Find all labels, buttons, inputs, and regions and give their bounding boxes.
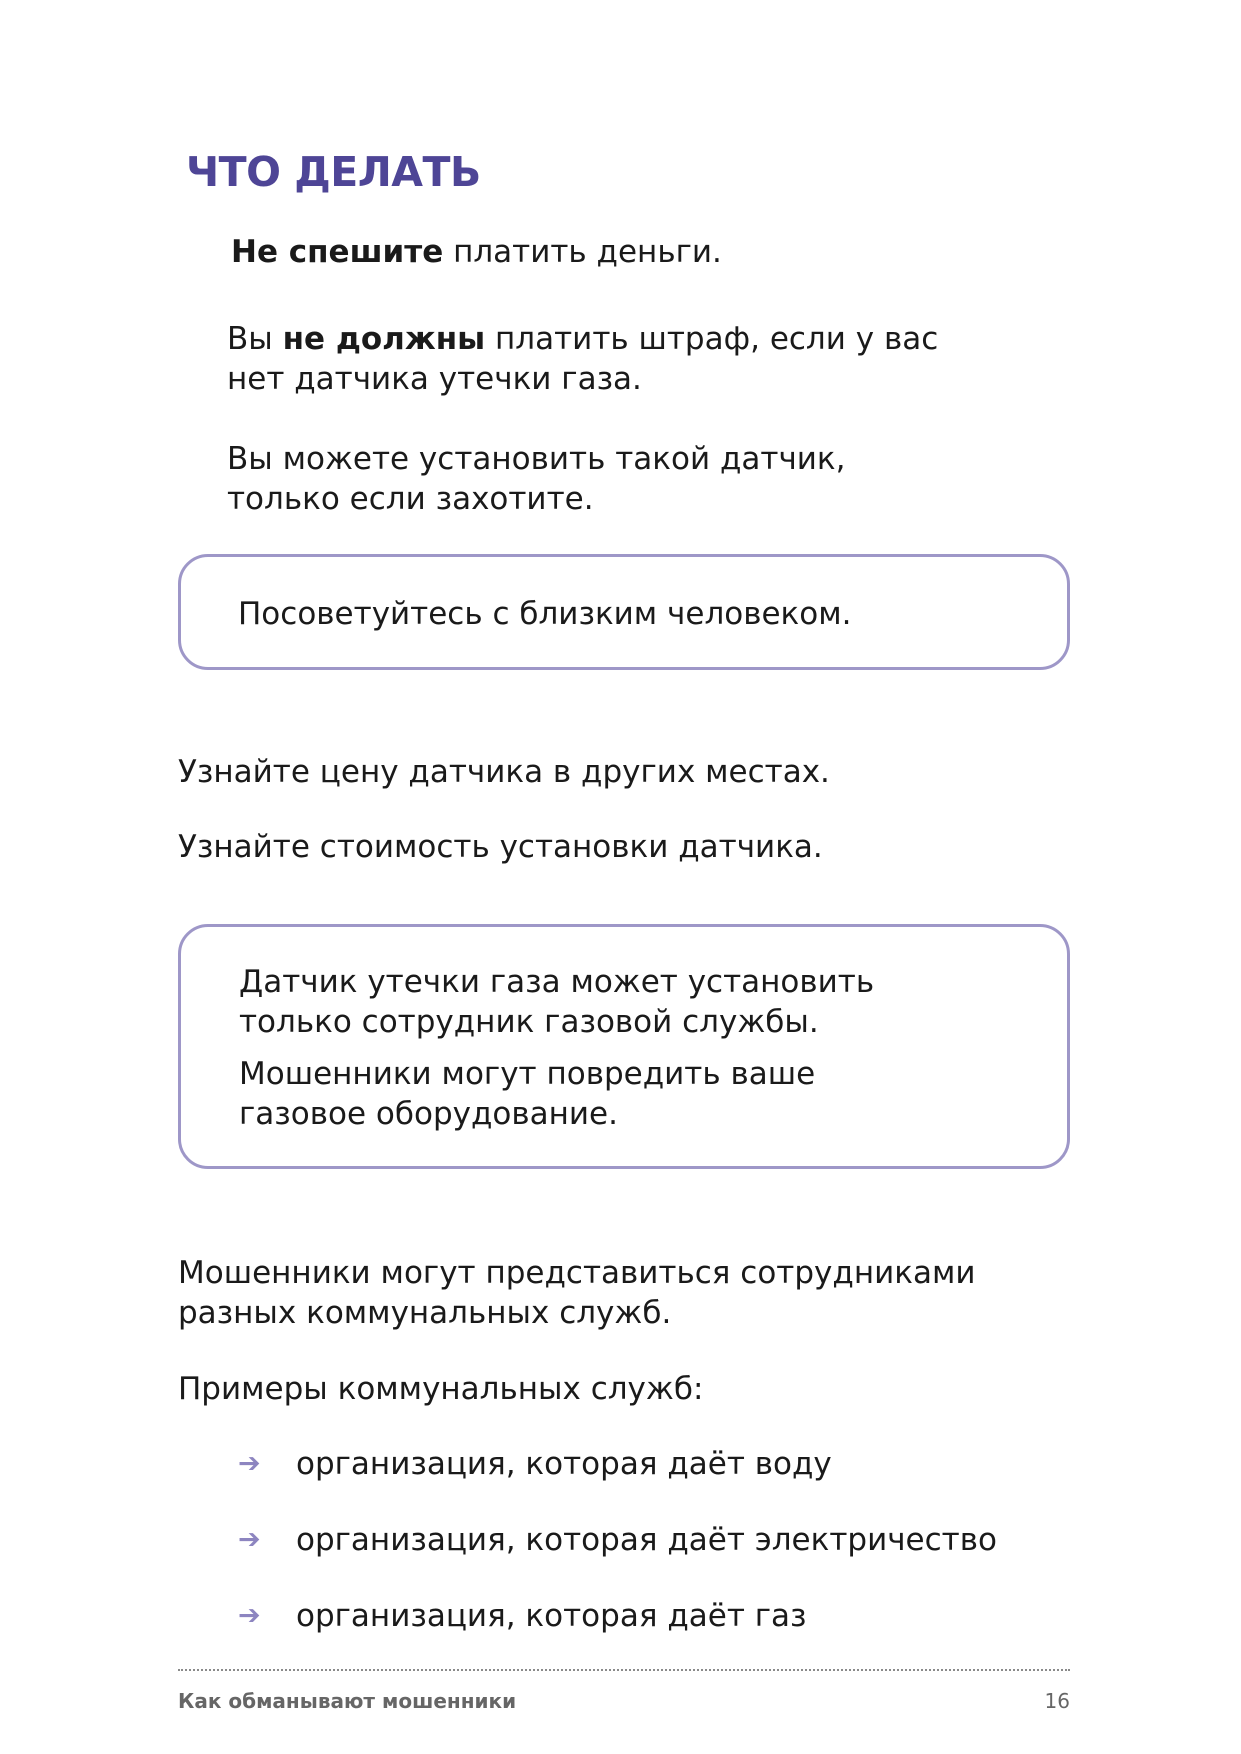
tip-dont-rush-bold: Не спешите [231, 234, 444, 270]
warning-box-line3: Мошенники могут повредить ваше [239, 1056, 816, 1092]
list-item-text: организация, которая даёт воду [296, 1446, 832, 1482]
para-impersonate-line1: Мошенники могут представиться сотрудниками [178, 1255, 976, 1291]
para-examples: Примеры коммунальных служб: [178, 1371, 704, 1407]
arrow-right-icon: ➔ [238, 1600, 261, 1631]
arrow-right-icon: ➔ [238, 1448, 261, 1479]
tip-no-fine-bold: не должны [282, 321, 486, 357]
para-price: Узнайте цену датчика в других местах. [178, 754, 830, 790]
tip-dont-rush-rest: платить деньги. [443, 234, 722, 270]
warning-box-line4: газовое оборудование. [239, 1096, 618, 1132]
section-heading: ЧТО ДЕЛАТЬ [186, 148, 481, 196]
tip-optional-line2: только если захотите. [227, 481, 594, 517]
tip-no-fine-line2: нет датчика утечки газа. [227, 361, 642, 397]
para-install-cost: Узнайте стоимость установки датчика. [178, 829, 823, 865]
warning-box-line1: Датчик утечки газа может установить [239, 964, 875, 1000]
tip-dont-rush [231, 232, 722, 272]
advice-box [178, 554, 1070, 670]
page-number: 16 [1044, 1689, 1070, 1713]
tip-optional-line1: Вы можете установить такой датчик, [227, 441, 846, 477]
list-item-text: организация, которая даёт газ [296, 1598, 807, 1634]
advice-box-text: Посоветуйтесь с близким человеком. [238, 596, 852, 632]
list-item-text: организация, которая даёт электричество [296, 1522, 997, 1558]
tip-no-fine-line1 [227, 319, 938, 359]
tip-no-fine-pre: Вы [227, 321, 283, 357]
arrow-right-icon: ➔ [238, 1524, 261, 1555]
footer-title: Как обманывают мошенники [178, 1689, 517, 1713]
warning-box [178, 924, 1070, 1169]
tip-no-fine-rest: платить штраф, если у вас [485, 321, 939, 357]
para-impersonate-line2: разных коммунальных служб. [178, 1295, 672, 1331]
footer-divider [178, 1669, 1070, 1671]
warning-box-line2: только сотрудник газовой службы. [239, 1004, 819, 1040]
